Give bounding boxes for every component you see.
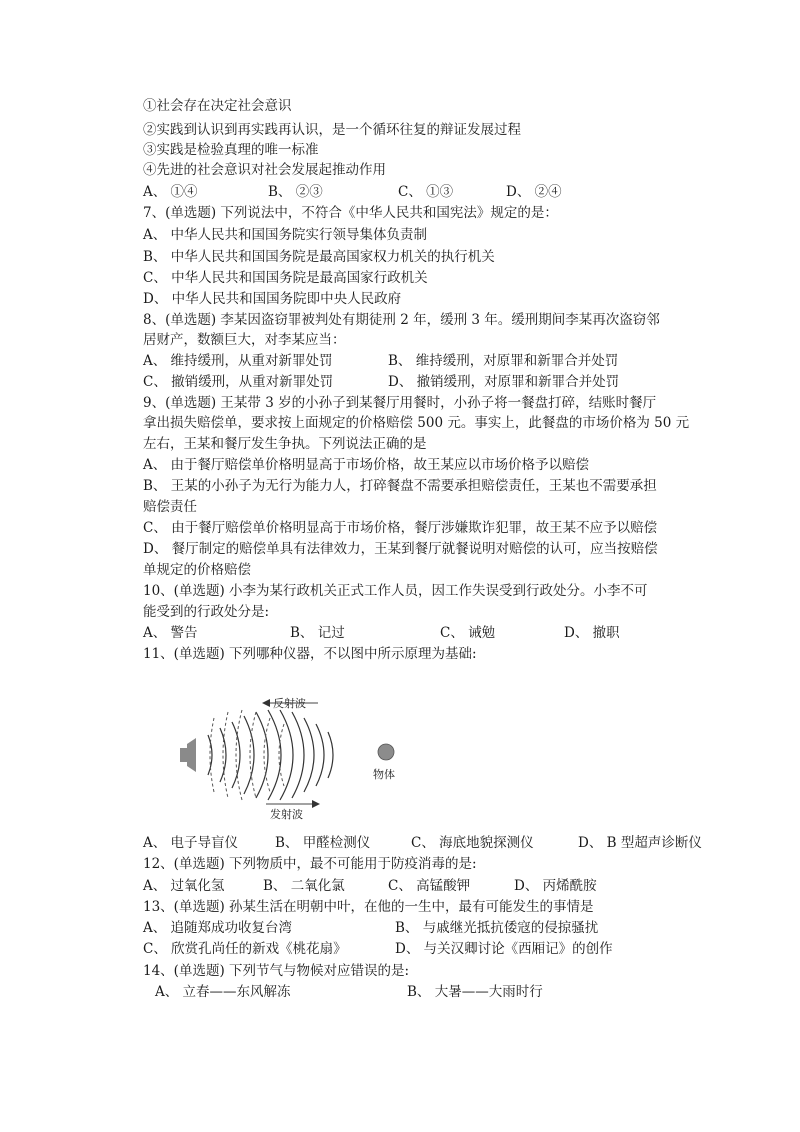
q10-option-b: B、 记过 (290, 625, 345, 641)
statement-1: ①社会存在决定社会意识 (143, 98, 292, 114)
q14-options-ab (155, 982, 543, 1002)
q9-stem-line1: 9、(单选题) 王某带 3 岁的小孙子到某餐厅用餐时，小孙子将一餐盘打碎，结账时餐厅 (143, 395, 657, 411)
q10-stem-line1: 10、(单选题) 小李为某行政机关正式工作人员，因工作失误受到行政处分。小李不可 (143, 583, 648, 599)
q9-stem-line2: 拿出损失赔偿单，要求按上面规定的价格赔偿 500 元。事实上，此餐盘的市场价格为 50 元 (143, 415, 690, 431)
q9-option-a: A、 由于餐厅赔偿单价格明显高于市场价格，故王某应以市场价格予以赔偿 (143, 457, 590, 473)
reflected-wave-label: 反射波 (273, 697, 306, 710)
statement-2: ②实践到认识到再实践再认识，是一个循环往复的辩证发展过程 (143, 122, 521, 138)
q9-option-c: C、 由于餐厅赔偿单价格明显高于市场价格，餐厅涉嫌欺诈犯罪，故王某不应予以赔偿 (143, 520, 658, 536)
q7-option-b: B、 中华人民共和国国务院是最高国家权力机关的执行机关 (143, 249, 495, 265)
q11-option-b: B、 甲醛检测仪 (275, 835, 371, 851)
q12-option-a: A、 过氧化氢 (143, 878, 225, 894)
q6-option-b: B、 ②③ (268, 184, 323, 200)
q6-options (143, 182, 562, 202)
q9-option-b-line1: B、 王某的小孙子为无行为能力人，打碎餐盘不需要承担赔偿责任，王某也不需要承担 (143, 478, 657, 494)
q10-option-a: A、 警告 (143, 625, 198, 641)
q13-option-b: B、 与戚继光抵抗倭寇的侵掠骚扰 (395, 920, 599, 936)
q7-option-a: A、 中华人民共和国国务院实行领导集体负责制 (143, 227, 428, 243)
q8-options-cd (143, 372, 619, 392)
q14-option-a: A、 立春——东风解冻 (155, 984, 291, 1000)
q10-option-c: C、 诫勉 (440, 625, 496, 641)
reflected-arrow-head (262, 699, 270, 707)
q12-options (143, 876, 597, 896)
object-label: 物体 (373, 768, 395, 781)
q8-options-ab (143, 351, 618, 371)
q11-option-a: A、 电子导盲仪 (143, 835, 239, 851)
q13-options-cd (143, 939, 613, 959)
q12-stem: 12、(单选题) 下列物质中，最不可能用于防疫消毒的是: (143, 856, 477, 872)
speaker-icon (180, 738, 196, 772)
q6-option-d: D、 ②④ (506, 184, 562, 200)
emitted-wave-label: 发射波 (270, 808, 303, 820)
q13-option-a: A、 追随郑成功收复台湾 (143, 920, 293, 936)
q6-option-c: C、 ①③ (398, 184, 454, 200)
q12-option-c: C、 高锰酸钾 (388, 878, 471, 894)
q10-options (143, 623, 620, 643)
q9-option-d-line2: 单规定的价格赔偿 (143, 562, 251, 578)
q9-option-d-line1: D、 餐厅制定的赔偿单具有法律效力，王某到餐厅就餐说明对赔偿的认可，应当按赔偿 (143, 541, 658, 557)
q8-option-a: A、 维持缓刑，从重对新罪处罚 (143, 353, 333, 369)
q10-option-d: D、 撤职 (564, 625, 620, 641)
q11-option-c: C、 海底地貌探测仪 (411, 835, 534, 851)
q13-option-d: D、 与关汉卿讨论《西厢记》的创作 (395, 941, 613, 957)
statement-4: ④先进的社会意识对社会发展起推动作用 (143, 162, 386, 178)
q9-stem-line3: 左右，王某和餐厅发生争执。下列说法正确的是 (143, 436, 427, 452)
statement-3: ③实践是检验真理的唯一标准 (143, 142, 319, 158)
q13-options-ab (143, 918, 598, 938)
q8-stem-line1: 8、(单选题) 李某因盗窃罪被判处有期徒刑 2 年，缓刑 3 年。缓刑期间李某再次盗窃邻 (143, 312, 660, 328)
q12-option-b: B、 二氧化氯 (263, 878, 345, 894)
q8-stem-line2: 居财产，数额巨大，对李某应当： (143, 332, 346, 348)
q11-options (143, 833, 702, 853)
q10-stem-line2: 能受到的行政处分是: (143, 604, 270, 620)
q8-option-b: B、 维持缓刑，对原罪和新罪合并处罚 (388, 353, 619, 369)
q7-option-c: C、 中华人民共和国国务院是最高国家行政机关 (143, 270, 428, 286)
q9-option-b-line2: 赔偿责任 (143, 499, 197, 515)
q14-option-b: B、 大暑——大雨时行 (407, 984, 543, 1000)
q8-option-d: D、 撤销缓刑，对原罪和新罪合并处罚 (388, 374, 620, 390)
object-ball (378, 744, 394, 760)
q12-option-d: D、 丙烯酰胺 (514, 878, 597, 894)
q14-stem: 14、(单选题) 下列节气与物候对应错误的是: (143, 963, 410, 979)
q11-option-d: D、 B 型超声诊断仪 (578, 835, 702, 851)
emitted-waves (208, 710, 333, 800)
q13-stem: 13、(单选题) 孙某生活在明朝中叶，在他的一生中，最有可能发生的事情是 (143, 899, 594, 915)
q7-option-d: D、 中华人民共和国国务院即中央人民政府 (143, 291, 402, 307)
q6-option-a: A、 ①④ (143, 184, 198, 200)
emitted-arrow-head (312, 800, 320, 808)
q13-option-c: C、 欣赏孔尚任的新戏《桃花扇》 (143, 941, 347, 957)
q8-option-c: C、 撤销缓刑，从重对新罪处罚 (143, 374, 334, 390)
wave-diagram (170, 690, 410, 820)
q7-stem: 7、(单选题) 下列说法中，不符合《中华人民共和国宪法》规定的是： (143, 205, 558, 221)
q11-stem: 11、(单选题) 下列哪种仪器，不以图中所示原理为基础: (143, 646, 477, 662)
